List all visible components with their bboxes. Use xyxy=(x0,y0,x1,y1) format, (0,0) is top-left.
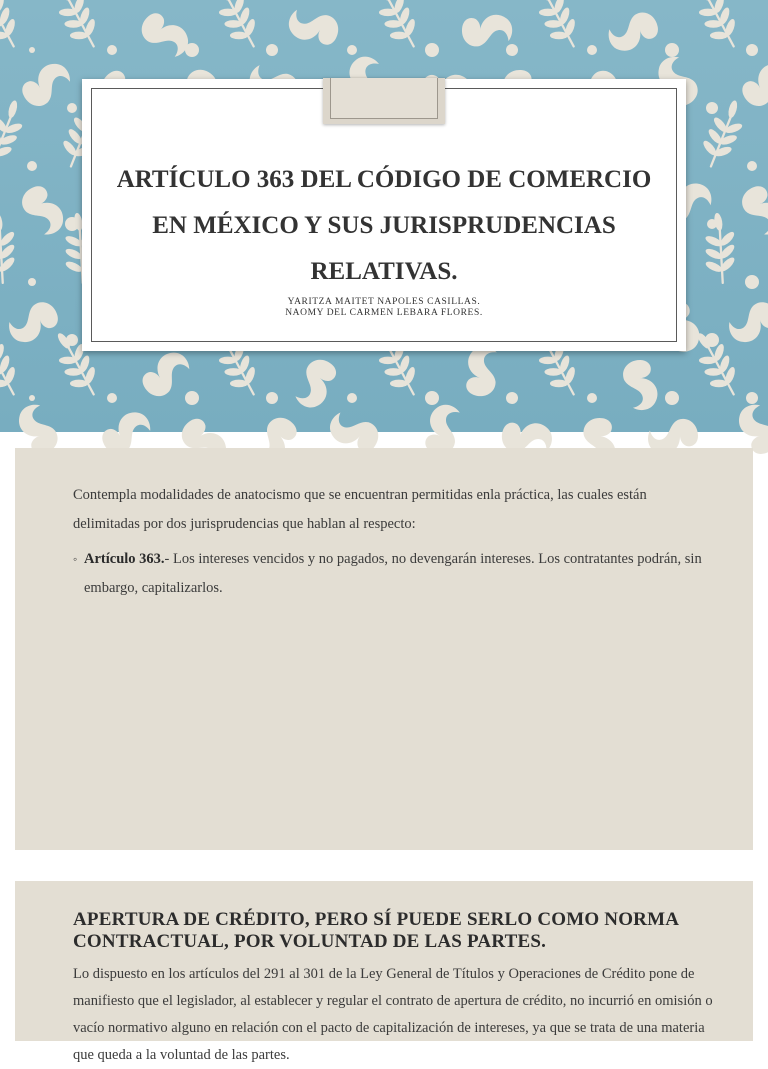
paisley-swirl-icon xyxy=(18,181,67,240)
title-card xyxy=(82,79,686,351)
title-slide xyxy=(0,0,768,432)
paisley-swirl-icon xyxy=(736,59,768,111)
bullet-text: - Los intereses vencidos y no pagados, no devengarán intereses. Los contratantes podrán, sin embargo, capitalizarlos. xyxy=(84,551,702,596)
leaf-sprig-icon xyxy=(696,95,750,172)
dot-icon xyxy=(747,161,757,171)
dot-icon xyxy=(27,161,37,171)
paisley-swirl-icon xyxy=(283,0,344,55)
paisley-swirl-icon xyxy=(286,353,346,414)
content-slide-apertura-credito xyxy=(15,881,753,1063)
dot-icon xyxy=(425,391,439,405)
leaf-sprig-icon xyxy=(0,0,31,55)
intro-paragraph: Contempla modalidades de anatocismo que se encuentran permitidas enla práctica, las cuales están delimitadas por dos jurisprudencias que hablan al respecto: xyxy=(73,487,647,532)
dot-icon xyxy=(506,44,518,56)
dot-icon xyxy=(746,44,758,56)
dot-icon xyxy=(29,395,35,401)
dot-icon xyxy=(28,278,36,286)
paisley-swirl-icon xyxy=(135,5,194,66)
paisley-swirl-icon xyxy=(764,239,768,290)
dot-icon xyxy=(746,392,758,404)
dot-icon xyxy=(665,391,679,405)
bullet-circle-icon: ◦ xyxy=(73,552,78,566)
leaf-sprig-icon xyxy=(361,0,431,55)
leaf-sprig-icon xyxy=(521,0,591,55)
paisley-swirl-icon xyxy=(622,359,659,410)
dot-icon xyxy=(266,44,278,56)
dot-icon xyxy=(745,275,759,289)
dot-icon xyxy=(587,393,597,403)
leaf-sprig-icon xyxy=(201,0,271,55)
dot-icon xyxy=(185,43,199,57)
dot-icon xyxy=(107,45,117,55)
author-name: YARITZA MAITET NAPOLES CASILLAS. xyxy=(287,297,481,307)
author-name: NAOMY DEL CARMEN LEBARA FLORES. xyxy=(285,308,483,318)
leaf-sprig-icon xyxy=(0,210,24,285)
dot-icon xyxy=(185,391,199,405)
body-paragraph: Lo dispuesto en los artículos del 291 al 301 de la Ley General de Títulos y Operaciones de Crédito pone de manifiesto que el legislador, al establecer y regular el contrato de apertura de crédito, no incurrió en omisión o vacío normativo alguno en relación con el pacto de capitalización de intereses, ya que se trata de una materia que queda a la voluntad de las partes. xyxy=(73,966,713,1063)
paisley-swirl-icon xyxy=(459,9,514,52)
paisley-swirl-icon xyxy=(725,299,768,346)
paisley-swirl-icon xyxy=(606,10,661,53)
leaf-sprig-icon xyxy=(41,0,111,55)
dot-icon xyxy=(587,45,597,55)
dot-icon xyxy=(665,43,679,57)
paisley-swirl-icon xyxy=(738,181,768,240)
paisley-swirl-icon xyxy=(5,299,62,346)
leaf-sprig-icon xyxy=(696,210,744,285)
bullet-bold-label: Artículo 363. xyxy=(84,551,165,567)
slide-title: ARTÍCULO 363 DEL CÓDIGO DE COMERCIO EN MÉXICO Y SUS JURISPRUDENCIAS RELATIVAS. xyxy=(116,166,652,285)
bullet-item xyxy=(73,545,713,603)
card-tab-decoration xyxy=(323,78,445,124)
dot-icon xyxy=(506,392,518,404)
dot-icon xyxy=(107,393,117,403)
dot-icon xyxy=(347,45,357,55)
dot-icon xyxy=(347,393,357,403)
slide-heading: APERTURA DE CRÉDITO, PERO SÍ PUEDE SERLO COMO NORMA CONTRACTUAL, POR VOLUNTAD DE LAS PARTES. xyxy=(73,909,679,952)
leaf-sprig-icon xyxy=(0,95,30,172)
dot-icon xyxy=(29,47,35,53)
dot-icon xyxy=(67,103,77,113)
content-slide-articulo-363 xyxy=(15,448,753,850)
leaf-sprig-icon xyxy=(681,0,751,55)
dot-icon xyxy=(706,102,718,114)
dot-icon xyxy=(266,392,278,404)
paisley-swirl-icon xyxy=(16,59,76,111)
dot-icon xyxy=(425,43,439,57)
authors-block xyxy=(102,297,666,319)
